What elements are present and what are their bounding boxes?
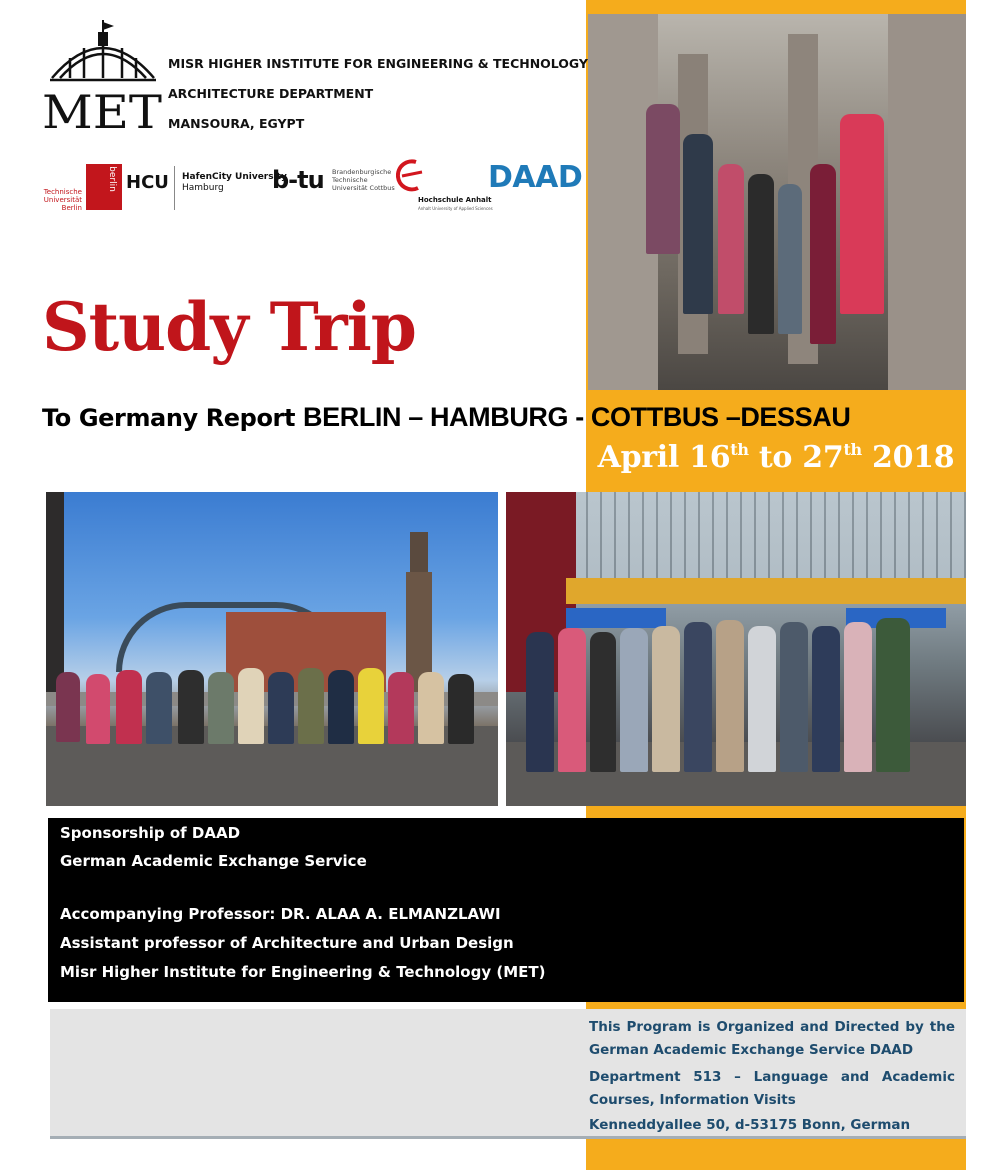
organizer-address: Kenneddyallee 50, d-53175 Bonn, German xyxy=(589,1117,911,1133)
institute-name: MISR HIGHER INSTITUTE FOR ENGINEERING & TECHNOLOGY xyxy=(168,56,588,71)
cities: BERLIN – HAMBURG - COTTBUS –DESSAU xyxy=(303,402,851,432)
sponsor-line-2: German Academic Exchange Service xyxy=(60,852,367,870)
institute-header xyxy=(168,56,588,146)
organizer-line-3: Department 513 – Language and Academic xyxy=(589,1069,955,1085)
tu-berlin-logo: berlin xyxy=(86,164,122,210)
organizer-line-2: German Academic Exchange Service DAAD xyxy=(589,1042,914,1058)
anhalt-subtitle: Anhalt University of Applied Sciences xyxy=(418,206,493,211)
organizer-line-4: Courses, Information Visits xyxy=(589,1092,796,1108)
organizer-text xyxy=(589,1016,955,1137)
btu-name: Brandenburgische Technische Universität Cottbus xyxy=(332,168,395,192)
professor-title: Assistant professor of Architecture and Urban Design xyxy=(60,934,514,952)
department-name: ARCHITECTURE DEPARTMENT xyxy=(168,86,374,101)
anhalt-name: Hochschule Anhalt xyxy=(418,196,492,204)
organizer-line-1: This Program is Organized and Directed by the xyxy=(589,1019,955,1035)
btu-logo: b-tu xyxy=(272,166,324,194)
photo-group-memorial xyxy=(588,14,966,390)
svg-text:MET: MET xyxy=(42,85,163,132)
page-subtitle: To Germany Report BERLIN – HAMBURG - COTTBUS –DESSAU xyxy=(42,402,851,432)
institute-location: MANSOURA, EGYPT xyxy=(168,116,305,131)
hcu-divider xyxy=(174,166,175,210)
hcu-name: HafenCity University Hamburg xyxy=(182,172,287,193)
daad-logo: DAAD xyxy=(488,160,583,195)
trip-dates: April 16th to 27th 2018 xyxy=(597,440,955,475)
tu-berlin-name: Technische Universität Berlin xyxy=(43,188,82,212)
page-title: Study Trip xyxy=(42,288,416,366)
met-logo xyxy=(42,20,164,132)
hcu-logo: HCU xyxy=(126,172,169,193)
anhalt-logo xyxy=(396,158,426,192)
photo-group-hamburg xyxy=(46,492,498,806)
partner-logos xyxy=(42,158,586,218)
professor-name: Accompanying Professor: DR. ALAA A. ELMANZLAWI xyxy=(60,905,501,923)
photo-group-berlin-station xyxy=(506,492,966,806)
sponsor-line-1: Sponsorship of DAAD xyxy=(60,824,241,842)
professor-institute: Misr Higher Institute for Engineering & Technology (MET) xyxy=(60,963,546,981)
sponsorship-box xyxy=(48,818,964,1002)
